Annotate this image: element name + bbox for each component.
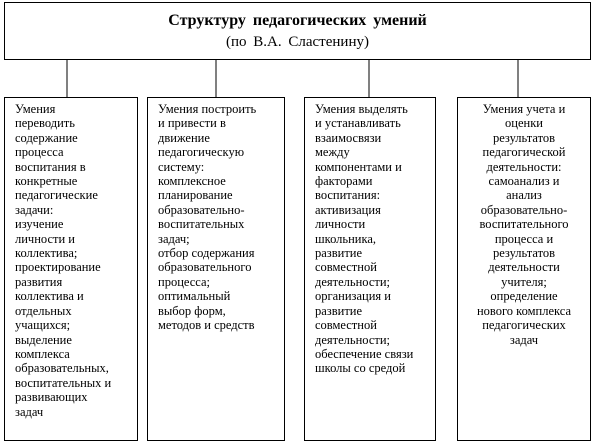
header-box <box>4 2 591 60</box>
skill-text-3: Умения выделять и устанавливать взаимосвязи между компонентами и факторами воспитания: активизация личности школьника, развитие совместной деятельности; организация и развитие совместной деятельности; обеспечение связи школы со средой <box>315 102 414 376</box>
skill-text-1: Умения переводить содержание процесса воспитания в конкретные педагогические задачи: изучение личности и коллектива; проектирование развития коллектива и отдельных учащихся; выделение комплекса образовательных, воспитательных и развивающих задач <box>15 102 112 419</box>
diagram-subtitle: (по В.А. Сластенину) <box>226 34 369 50</box>
diagram-title: Структуру педагогических умений <box>168 12 427 29</box>
skill-text-4: Умения учета и оценки результатов педагогической деятельности: самоанализ и анализ образовательно- воспитательного процесса и результатов деятельности учителя; определение нового комплекса педагогических задач <box>476 102 572 347</box>
skill-box-2 <box>147 97 285 441</box>
skill-box-3 <box>304 97 436 441</box>
skill-box-4 <box>457 97 591 441</box>
skill-box-1 <box>4 97 138 441</box>
skill-text-2: Умения построить и привести в движение педагогическую систему: комплексное планирование образовательно- воспитательных задач; отбор содержания образовательного процесса; оптимальный выбор форм, методов и средств <box>158 102 257 333</box>
